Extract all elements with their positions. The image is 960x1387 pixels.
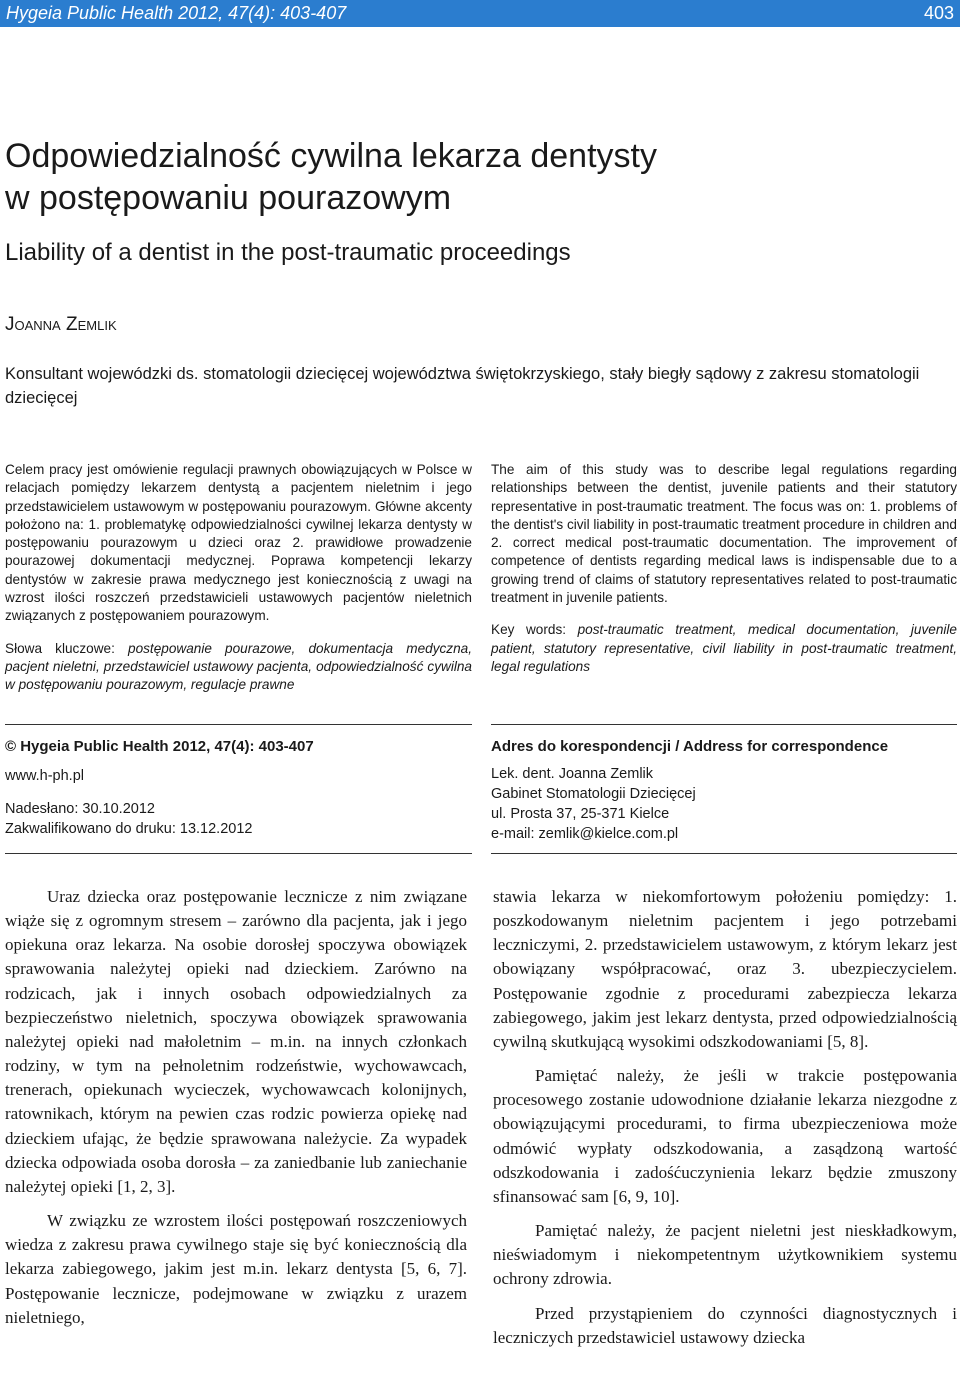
correspondence-email[interactable]: e-mail: zemlik@kielce.com.pl xyxy=(491,826,679,842)
article-title-english: Liability of a dentist in the post-traumatic proceedings xyxy=(5,239,571,266)
page-number: 403 xyxy=(923,3,954,23)
divider-info-left xyxy=(5,853,472,854)
received-date: Nadesłano: 30.10.2012 xyxy=(5,801,155,817)
author-affiliation: Konsultant wojewódzki ds. stomatologii dziecięcej województwa świętokrzyskiego, stały biegły sądowy z zakresu stomatologii dziecięcej xyxy=(5,365,920,407)
body-column-right xyxy=(493,885,957,1350)
abstract-polish-text: Celem pracy jest omówienie regulacji prawnych obowiązujących w Polsce w relacjach pomiędzy lekarzem dentystą a pacjentem nieletnim i jego przedstawicielem ustawowym w postępowaniu pourazowym. Główne akcenty położono na: 1. problematykę odpowiedzialności cywilnej lekarza dentysty w postępowaniu pourazowym u dzieci oraz 2. prawidłowe prowadzenie pourazowej dokumentacji medycznej. Poprawa kompetencji lekarzy dentystów w zakresie prawa medycznego jest koniecznością z uwagi na wzrost ilości roszczeń przedstawicieli ustawowych pacjentów nieletnich związanych z postępowaniem pourazowym. xyxy=(5,462,472,624)
keywords-polish-text: postępowanie pourazowe, dokumentacja medyczna, pacjent nieletni, przedstawiciel ustawowy pacjenta, odpowiedzialność cywilna w postępowaniu pourazowym, regulacje prawne xyxy=(5,640,472,693)
keywords-polish-label: Słowa kluczowe: xyxy=(5,640,115,656)
body-paragraph: stawia lekarza w niekomfortowym położeniu pomiędzy: 1. poszkodowanym nieletnim pacjentem i jego potrzebami leczniczymi, 2. przedstawicielem ustawowym, z którym lekarz jest obowiązany współpracować, oraz 3. ubezpieczycielem. Postępowanie zgodnie z procedurami zabezpiecza lekarza zabiegowego, jakim jest lekarz dentysta, przed odpowiedzialnością cywilną skutkującą wysokimi odszkodowaniami [5, 8]. xyxy=(493,887,957,1051)
journal-website-link[interactable]: www.h-ph.pl xyxy=(5,768,84,784)
correspondence-office: Gabinet Stomatologii Dziecięcej xyxy=(491,786,696,802)
correspondence-street: ul. Prosta 37, 25-371 Kielce xyxy=(491,806,670,822)
divider-right xyxy=(491,724,957,725)
body-paragraph: W związku ze wzrostem ilości postępowań roszczeniowych wiedza z zakresu prawa cywilnego staje się być koniecznością dla lekarza zabiegowego, jakim jest m.in. lekarz dentysta [5, 6, 7]. Postępowanie lecznicze, podejmowane w związku z urazem nieletniego, xyxy=(5,1211,467,1327)
divider-left xyxy=(5,724,472,725)
body-paragraph: Przed przystąpieniem do czynności diagnostycznych i leczniczych przedstawiciel ustawowy dziecka xyxy=(493,1303,957,1347)
journal-citation-header: Hygeia Public Health 2012, 47(4): 403-407 xyxy=(6,3,347,23)
body-column-left xyxy=(5,885,467,1330)
keywords-english xyxy=(491,621,957,676)
journal-header-bar xyxy=(0,0,960,27)
author-name: Joanna Zemlik xyxy=(5,314,117,335)
title-line-1: Odpowiedzialność cywilna lekarza dentysty xyxy=(5,137,657,175)
body-paragraph: Pamiętać należy, że jeśli w trakcie postępowania procesowego zostanie udowodnione działanie lekarza niezgodne z obowiązującymi procedurami, to firma ubezpieczeniowa może odmówić wypłaty odszkodowania, a zasądzoną wartość odszkodowania i zadośćuczynienia lekarz będzie zmuszony sfinansować sam [6, 9, 10]. xyxy=(493,1066,957,1206)
copyright-citation: © Hygeia Public Health 2012, 47(4): 403-407 xyxy=(5,738,314,755)
correspondence-name: Lek. dent. Joanna Zemlik xyxy=(491,766,654,782)
accepted-date: Zakwalifikowano do druku: 13.12.2012 xyxy=(5,821,253,837)
correspondence-block xyxy=(491,737,957,844)
keywords-english-label: Key words: xyxy=(491,622,567,638)
correspondence-heading: Adres do korespondencji / Address for correspondence xyxy=(491,738,889,755)
abstract-polish xyxy=(5,461,472,695)
abstract-english xyxy=(491,461,957,676)
keywords-polish xyxy=(5,640,472,695)
body-paragraph: Pamiętać należy, że pacjent nieletni jest nieskładkowym, nieświadomym i niekompetentnym użytkownikiem systemu ochrony zdrowia. xyxy=(493,1221,957,1289)
title-line-2: w postępowaniu pourazowym xyxy=(5,179,452,217)
body-paragraph: Uraz dziecka oraz postępowanie lecznicze z nim związane wiąże się z ogromnym stresem – zarówno dla pacjenta, jak i jego opiekuna oraz lekarza. Na osobie dorosłej spoczywa obowiązek sprawowania należytej opieki nad dzieckiem. Zarówno na rodzicach, jak i innych osobach odpowiedzialnych za bezpieczeństwo nieletnich, spoczywa obowiązek sprawowania należytej opieki nad małoletnim – m.in. na innych członkach rodziny, w tym na pełnoletnim rodzeństwie, wychowawcach, trenerach, opiekunach wycieczek, wychowawcach kolonijnych, ratownikach, którym na pewien czas rodzic powierza opiekę nad dzieckiem ufając, że będzie sprawowana należycie. Za wypadek dziecka odpowiada osoba dorosła – za zaniedbanie lub zaniechanie należytej opieki [1, 2, 3]. xyxy=(5,887,467,1196)
publication-info xyxy=(5,737,465,839)
article-title-polish xyxy=(5,135,905,219)
abstract-english-text: The aim of this study was to describe legal regulations regarding relationships between the dentist, juvenile patients and their statutory representative in post-traumatic treatment. The focus was on: 1. problems of the dentist's civil liability in post-traumatic treatment procedure in children and 2. correct medical post-traumatic documentation. The improvement of competence of dentists regarding medical laws is indispensable due to a growing trend of claims of statutory representatives related to post-traumatic treatment in juvenile patients. xyxy=(491,462,957,606)
keywords-english-text: post-traumatic treatment, medical documentation, juvenile patient, statutory representative, civil liability in post-traumatic treatment, legal regulations xyxy=(491,622,957,674)
divider-info-right xyxy=(491,853,957,854)
